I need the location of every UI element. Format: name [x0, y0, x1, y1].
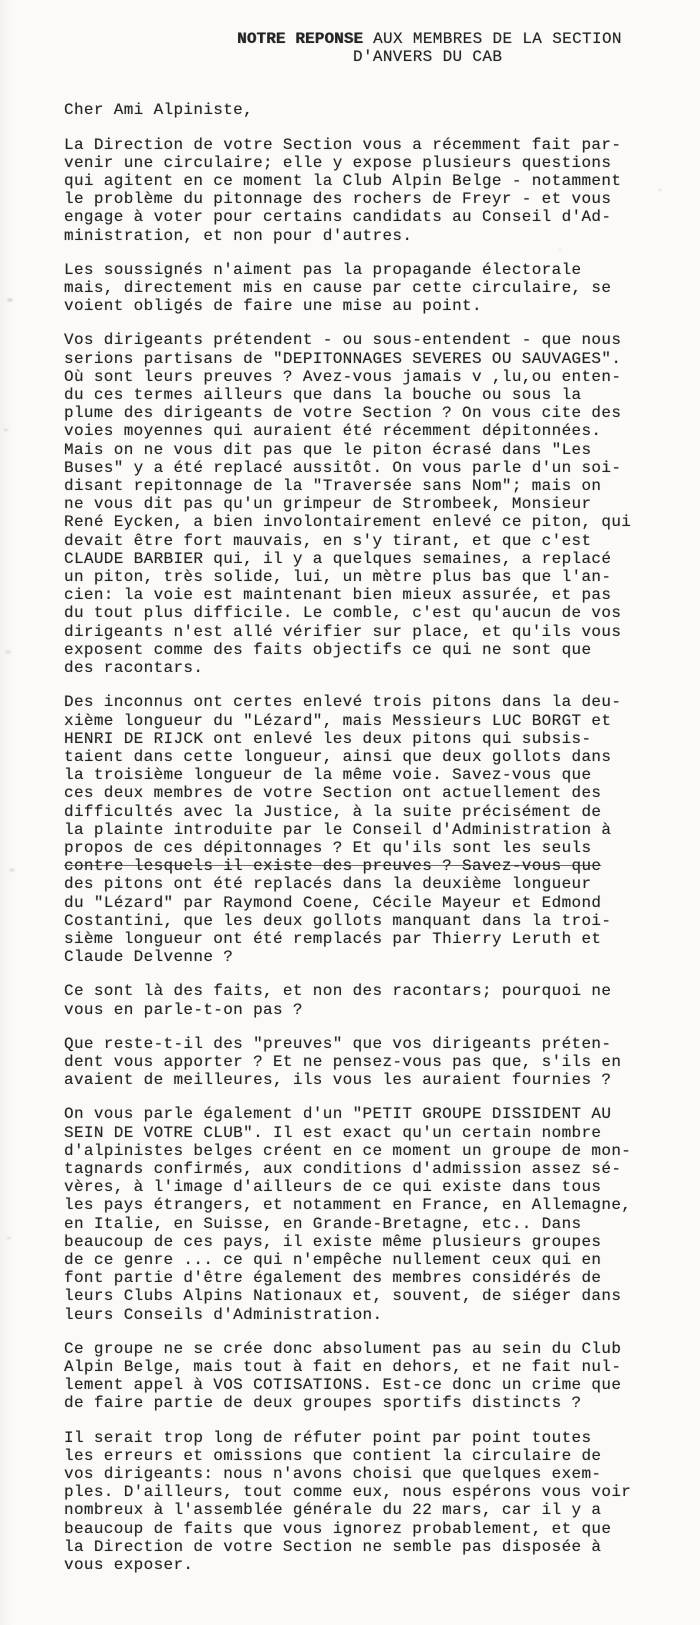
- text-line: ces deux membres de votre Section ont actuellement des: [64, 784, 602, 803]
- text-line: ples. D'ailleurs, tout comme eux, nous espérons vous voir: [64, 1483, 632, 1502]
- text-line: ne vous dit pas qu'un grimpeur de Strombeek, Monsieur: [64, 495, 592, 514]
- heading-line1: [237, 30, 680, 48]
- text-line: ministration, et non pour d'autres.: [64, 226, 413, 245]
- text-line: vères, à l'image d'ailleurs de ce qui existe dans tous: [64, 1178, 602, 1197]
- heading-rest: AUX MEMBRES DE LA SECTION: [363, 30, 622, 48]
- text-line: vos dirigeants: nous n'avons choisi que quelques exem-: [64, 1465, 602, 1484]
- text-line: leurs Conseils d'Administration.: [64, 1305, 383, 1324]
- text-line: engage à voter pour certains candidats au Conseil d'Ad-: [64, 208, 612, 227]
- text-line: d'alpinistes belges créent en ce moment un groupe de mon-: [64, 1141, 632, 1160]
- paragraph: [64, 136, 680, 245]
- paragraph: [64, 1429, 680, 1575]
- letter-heading: [64, 30, 680, 66]
- text-line: René Eycken, a bien involontairement enlevé ce piton, qui: [64, 513, 632, 532]
- text-line: du tout plus difficile. Le comble, c'est qu'aucun de vos: [64, 604, 622, 623]
- text-line: lement appel à VOS COTISATIONS. Est-ce donc un crime que: [64, 1376, 622, 1395]
- text-line: CLAUDE BARBIER qui, il y a quelques semaines, a replacé: [64, 549, 612, 568]
- text-line: la Direction de votre Section ne semble pas disposée à: [64, 1537, 602, 1556]
- text-line: xième longueur du "Lézard", mais Messieurs LUC BORGT et: [64, 711, 612, 730]
- text-line: la plainte introduite par le Conseil d'Administration à: [64, 820, 612, 839]
- text-line: avaient de meilleures, ils vous les auraient fournies ?: [64, 1071, 612, 1090]
- text-line: du ces termes ailleurs que dans la bouche ou sous la: [64, 386, 582, 405]
- text-line: devait être fort mauvais, en s'y tirant, et que c'est: [64, 531, 592, 550]
- text-line: dirigeants n'est allé vérifier sur place, et qu'ils vous: [64, 622, 622, 641]
- text-line: La Direction de votre Section vous a récemment fait par-: [64, 135, 622, 154]
- text-line: disant repitonnage de la "Traversée sans Nom"; mais on: [64, 477, 602, 496]
- text-line: Alpin Belge, mais tout à fait en dehors, et ne fait nul-: [64, 1358, 622, 1376]
- text-line: On vous parle également d'un "PETIT GROUPE DISSIDENT AU: [64, 1105, 612, 1124]
- text-line: tagnards confirmés, aux conditions d'admission assez sé-: [64, 1159, 622, 1178]
- salutation: Cher Ami Alpiniste,: [64, 101, 254, 120]
- text-line: qui agitent en ce moment la Club Alpin Belge - notamment: [64, 172, 622, 191]
- text-line: leurs Clubs Alpins Nationaux et, souvent, de siéger dans: [64, 1287, 622, 1306]
- text-line: Vos dirigeants prétendent - ou sous-entendent - que nous: [64, 331, 622, 350]
- text-line: propos de ces dépitonnages ? Et qu'ils sont les seuls: [64, 838, 592, 857]
- paragraph: [64, 1105, 680, 1323]
- text-line: des pitons ont été replacés dans la deuxième longueur: [64, 875, 592, 894]
- text-line: Mais on ne vous dit pas que le piton écrasé dans "Les: [64, 440, 592, 459]
- text-line: venir une circulaire; elle y expose plusieurs questions: [64, 153, 612, 172]
- text-line: plume des dirigeants de votre Section ? On vous cite des: [64, 404, 622, 423]
- text-line: voies moyennes qui auraient été récemment dépitonnées.: [64, 422, 602, 441]
- text-line: du "Lézard" par Raymond Coene, Cécile Mayeur et Edmond: [64, 893, 602, 912]
- text-line: vous exposer.: [64, 1556, 194, 1575]
- text-line: le problème du pitonnage des rochers de Freyr - et vous: [64, 190, 612, 209]
- text-line: Costantini, que les deux gollots manquant dans la troi-: [64, 911, 612, 930]
- text-line: cien: la voie est maintenant bien mieux assurée, et pas: [64, 586, 612, 605]
- paragraph: [64, 261, 680, 316]
- text-line: les erreurs et omissions que contient la circulaire de: [64, 1446, 602, 1465]
- text-line: beaucoup de faits que vous ignorez probablement, et que: [64, 1519, 612, 1538]
- text-line: SEIN DE VOTRE CLUB". Il est exact qu'un certain nombre: [64, 1123, 602, 1142]
- paragraph: [64, 331, 680, 677]
- text-line: Ce groupe ne se crée donc absolument pas au sein du Club: [64, 1339, 622, 1358]
- paragraph: [64, 693, 680, 966]
- text-line: Où sont leurs preuves ? Avez-vous jamais v ,lu,ou enten-: [64, 367, 622, 386]
- text-line: exposent comme des faits objectifs ce qui ne sont que: [64, 640, 592, 659]
- text-line: sième longueur ont été remplacés par Thierry Leruth et: [64, 929, 602, 948]
- text-line: les pays étrangers, et notamment en France, en Allemagne,: [64, 1196, 632, 1215]
- text-line: HENRI DE RIJCK ont enlevé les deux pitons qui subsis-: [64, 729, 592, 748]
- text-line: Les soussignés n'aiment pas la propagande électorale: [64, 260, 582, 279]
- text-line: dent vous apporter ? Et ne pensez-vous pas que, s'ils en: [64, 1052, 622, 1071]
- paragraph: [64, 1340, 680, 1413]
- paragraph: [64, 1035, 680, 1090]
- text-line: serions partisans de "DEPITONNAGES SEVERES OU SAUVAGES".: [64, 349, 622, 368]
- paragraph: [64, 982, 680, 1018]
- text-line: contre lesquels il existe des preuves ? Savez-vous que: [64, 857, 602, 876]
- text-line: voient obligés de faire une mise au point.: [64, 297, 482, 316]
- text-line: mais, directement mis en cause par cette circulaire, se: [64, 279, 612, 298]
- text-line: Des inconnus ont certes enlevé trois pitons dans la deu-: [64, 693, 622, 712]
- text-line: Buses" y a été replacé aussitôt. On vous parle d'un soi-: [64, 458, 622, 477]
- letter-body: [64, 136, 680, 1575]
- text-line: difficultés avec la Justice, à la suite précisément de: [64, 802, 602, 821]
- text-line: Ce sont là des faits, et non des racontars; pourquoi ne: [64, 982, 612, 1001]
- text-line: vous en parle-t-on pas ?: [64, 1000, 303, 1019]
- text-line: beaucoup de ces pays, il existe même plusieurs groupes: [64, 1232, 602, 1251]
- text-line: nombreux à l'assemblée générale du 22 mars, car il y a: [64, 1501, 602, 1520]
- text-line: taient dans cette longueur, ainsi que deux gollots dans: [64, 747, 612, 766]
- text-line: Il serait trop long de réfuter point par point toutes: [64, 1428, 592, 1447]
- heading-line2: D'ANVERS DU CAB: [353, 48, 503, 67]
- heading-emphasis: NOTRE REPONSE: [237, 30, 364, 48]
- text-line: de ce genre ... ce qui n'empêche nullement ceux qui en: [64, 1250, 602, 1269]
- text-line: la troisième longueur de la même voie. Savez-vous que: [64, 766, 592, 785]
- text-line: de faire partie de deux groupes sportifs distincts ?: [64, 1394, 582, 1413]
- text-line: Claude Delvenne ?: [64, 948, 234, 967]
- text-line: un piton, très solide, lui, un mètre plus bas que l'an-: [64, 568, 612, 587]
- text-line: en Italie, en Suisse, en Grande-Bretagne, etc.. Dans: [64, 1214, 582, 1233]
- text-line: des racontars.: [64, 659, 204, 678]
- text-line: Que reste-t-il des "preuves" que vos dirigeants préten-: [64, 1034, 612, 1053]
- text-line: font partie d'être également des membres considérés de: [64, 1269, 602, 1288]
